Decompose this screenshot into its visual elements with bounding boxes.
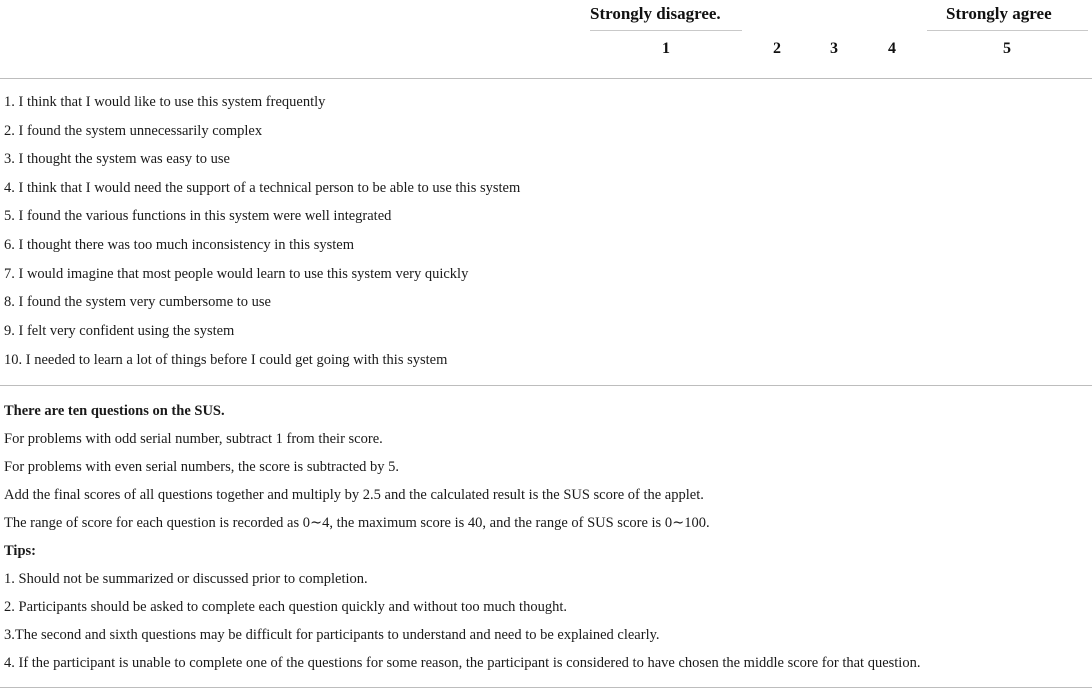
question-item: 10. I needed to learn a lot of things before I could get going with this system: [4, 352, 448, 368]
scoring-heading: There are ten questions on the SUS.: [4, 403, 225, 419]
scale-column-3: 3: [830, 40, 838, 57]
question-item: 4. I think that I would need the support of a technical person to be able to use this system: [4, 180, 521, 196]
question-item: 7. I would imagine that most people would learn to use this system very quickly: [4, 266, 469, 282]
questions-divider: [0, 385, 1092, 386]
scale-column-2: 2: [773, 40, 781, 57]
scale-column-1: 1: [662, 40, 670, 57]
question-item: 5. I found the various functions in this system were well integrated: [4, 208, 392, 224]
scale-anchor-left: Strongly disagree.: [590, 4, 721, 23]
anchor-left-underline: [590, 30, 742, 31]
scale-column-4: 4: [888, 40, 896, 57]
scoring-line: Add the final scores of all questions together and multiply by 2.5 and the calculated result is the SUS score of the applet.: [4, 487, 704, 503]
anchor-right-underline: [927, 30, 1088, 31]
question-item: 8. I found the system very cumbersome to use: [4, 294, 271, 310]
scale-column-5: 5: [1003, 40, 1011, 57]
tips-heading: Tips:: [4, 543, 36, 559]
scoring-line: For problems with odd serial number, subtract 1 from their score.: [4, 431, 383, 447]
question-item: 6. I thought there was too much inconsistency in this system: [4, 237, 354, 253]
header-divider: [0, 78, 1092, 79]
scoring-line: For problems with even serial numbers, the score is subtracted by 5.: [4, 459, 400, 475]
footer-divider: [0, 687, 1092, 688]
question-item: 1. I think that I would like to use this system frequently: [4, 94, 326, 110]
question-item: 3. I thought the system was easy to use: [4, 151, 230, 167]
scoring-line: The range of score for each question is recorded as 0∼4, the maximum score is 40, and the range of SUS score is 0∼100.: [4, 515, 710, 531]
tip-line: 4. If the participant is unable to complete one of the questions for some reason, the participant is considered to have chosen the middle score for that question.: [4, 655, 921, 671]
question-item: 9. I felt very confident using the system: [4, 323, 235, 339]
scale-anchor-right: Strongly agree: [946, 4, 1052, 23]
tip-line: 3.The second and sixth questions may be difficult for participants to understand and need to be explained clearly.: [4, 627, 660, 643]
tip-line: 1. Should not be summarized or discussed prior to completion.: [4, 571, 368, 587]
tip-line: 2. Participants should be asked to complete each question quickly and without too much thought.: [4, 599, 567, 615]
question-item: 2. I found the system unnecessarily complex: [4, 123, 263, 139]
